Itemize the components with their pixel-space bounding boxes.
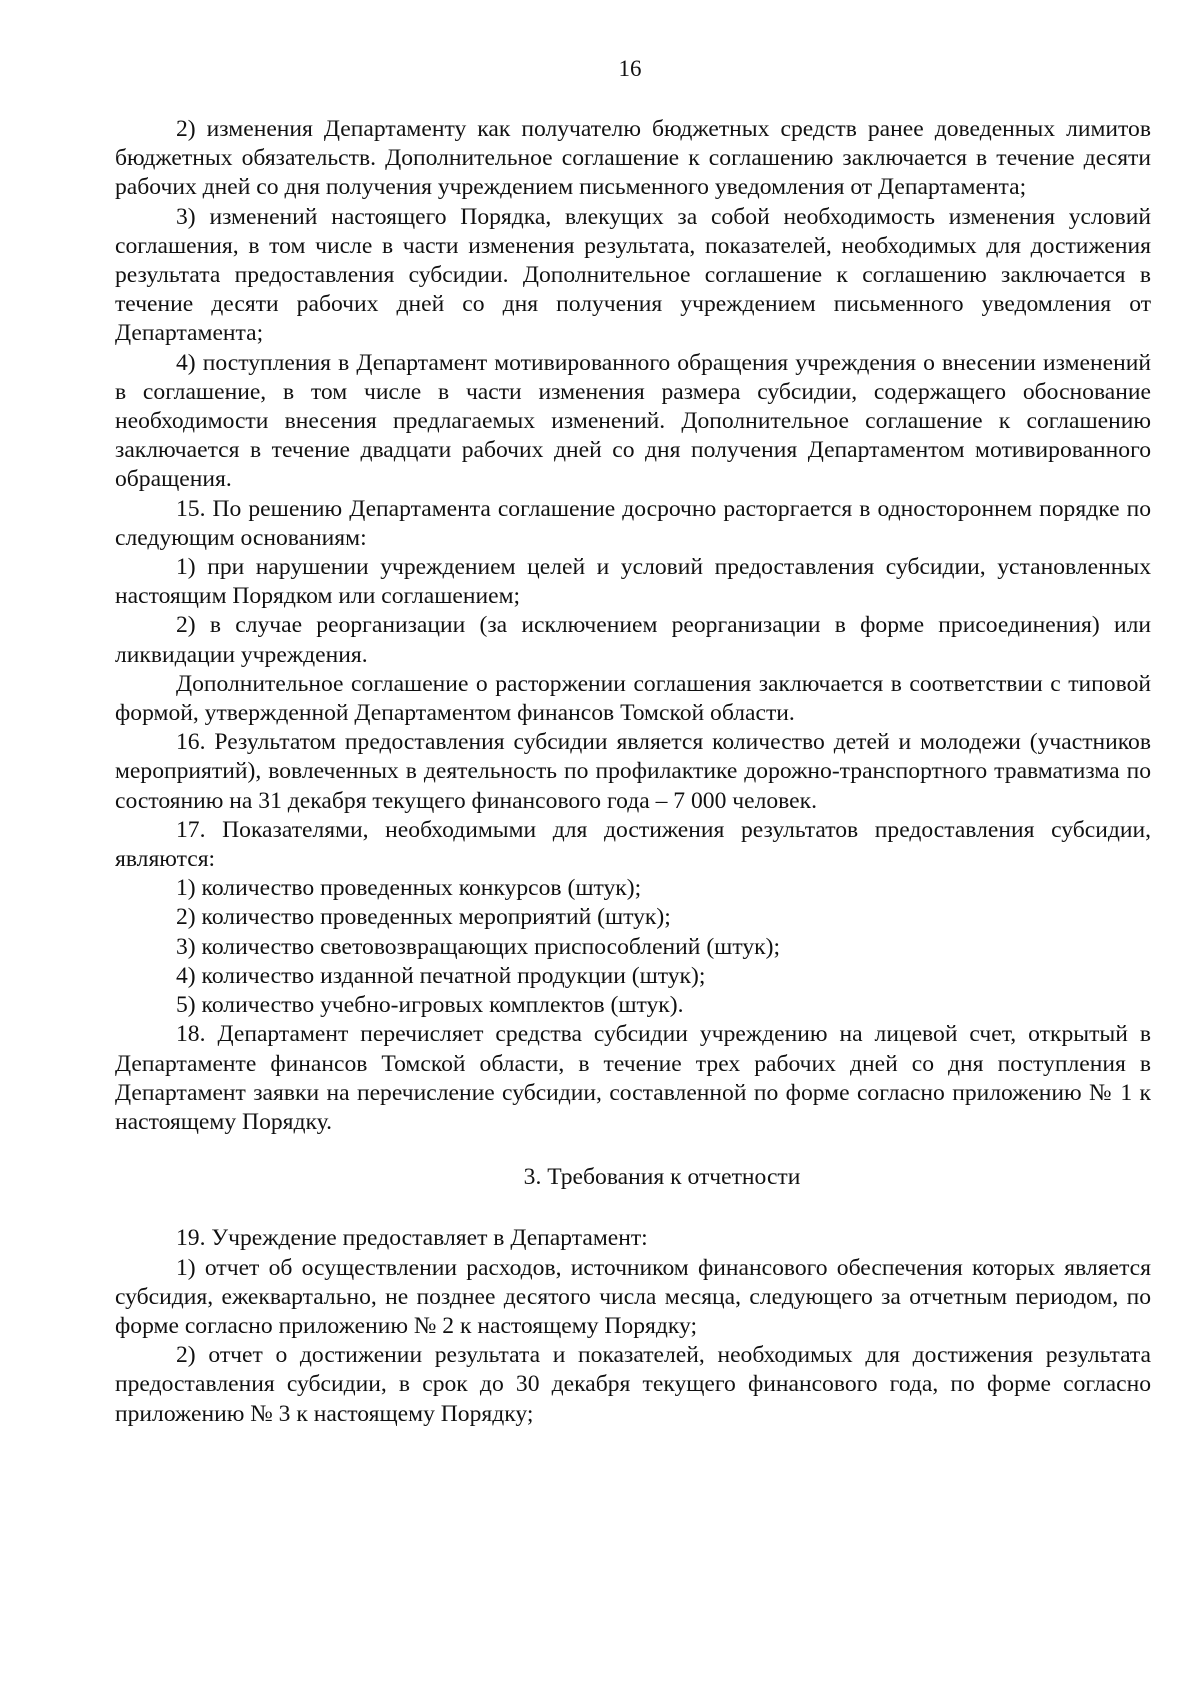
document-body — [115, 115, 1151, 1429]
paragraph-19-reports: 19. Учреждение предоставляет в Департамент: — [176, 1225, 648, 1252]
paragraph-17-item-4: 4) количество изданной печатной продукции (штук); — [176, 962, 706, 989]
paragraph-17-indicators: 17. Показателями, необходимыми для достижения результатов предоставления субсидии, являются: — [115, 816, 1151, 873]
paragraph-19-item-1: 1) отчет об осуществлении расходов, источником финансового обеспечения которых является субсидия, ежеквартально, не позднее десятого числа месяца, следующего за отчетным периодом, по форме согласно приложению № 2 к настоящему Порядку; — [115, 1254, 1151, 1339]
paragraph-17-item-1: 1) количество проведенных конкурсов (штук); — [176, 875, 642, 902]
paragraph-item-4-appeal: 4) поступления в Департамент мотивированного обращения учреждения о внесении изменений в соглашение, в том числе в части изменения размера субсидии, содержащего обоснование необходимости внесения предлагаемых изменений. Дополнительное соглашение к соглашению заключается в течение двадцати рабочих дней со дня получения Департаментом мотивированного обращения. — [115, 349, 1151, 493]
paragraph-additional-agreement: Дополнительное соглашение о расторжении соглашения заключается в соответствии с типовой формой, утвержденной Департаментом финансов Томской области. — [115, 670, 1151, 727]
paragraph-17-item-5: 5) количество учебно-игровых комплектов (штук). — [176, 992, 684, 1019]
paragraph-item-2-limits: 2) изменения Департаменту как получателю бюджетных средств ранее доведенных лимитов бюджетных обязательств. Дополнительное соглашение к соглашению заключается в течение десяти рабочих дней со дня получения учреждением письменного уведомления от Департамента; — [115, 116, 1151, 201]
paragraph-17-item-3: 3) количество световозвращающих приспособлений (штук); — [176, 933, 781, 960]
paragraph-18-transfer: 18. Департамент перечисляет средства субсидии учреждению на лицевой счет, открытый в Департаменте финансов Томской области, в течение трех рабочих дней со дня поступления в Департамент заявки на перечисление субсидии, составленной по форме согласно приложению № 1 к настоящему Порядку. — [115, 1021, 1151, 1135]
paragraph-item-3-order-changes: 3) изменений настоящего Порядка, влекущих за собой необходимость изменения условий соглашения, в том числе в части изменения результата, показателей, необходимых для достижения результата предоставления субсидии. Дополнительное соглашение к соглашению заключается в течение десяти рабочих дней со дня получения учреждением письменного уведомления от Департамента; — [115, 203, 1151, 347]
paragraph-19-item-2: 2) отчет о достижении результата и показателей, необходимых для достижения результата предоставления субсидии, в срок до 30 декабря текущего финансового года, по форме согласно приложению № 3 к настоящему Порядку; — [115, 1342, 1151, 1427]
paragraph-16-result: 16. Результатом предоставления субсидии является количество детей и молодежи (участников мероприятий), вовлеченных в деятельность по профилактике дорожно-транспортного травматизма по состоянию на 31 декабря текущего финансового года – 7 000 человек. — [115, 729, 1151, 814]
paragraph-15-item-2: 2) в случае реорганизации (за исключением реорганизации в форме присоединения) или ликвидации учреждения. — [115, 612, 1151, 668]
section-heading: 3. Требования к отчетности — [523, 1164, 801, 1191]
paragraph-17-item-2: 2) количество проведенных мероприятий (штук); — [176, 904, 671, 931]
page-number: 16 — [618, 56, 642, 81]
paragraph-15-item-1: 1) при нарушении учреждением целей и условий предоставления субсидии, установленных настоящим Порядком или соглашением; — [115, 554, 1151, 610]
paragraph-15-termination: 15. По решению Департамента соглашение досрочно расторгается в одностороннем порядке по следующим основаниям: — [115, 495, 1151, 551]
